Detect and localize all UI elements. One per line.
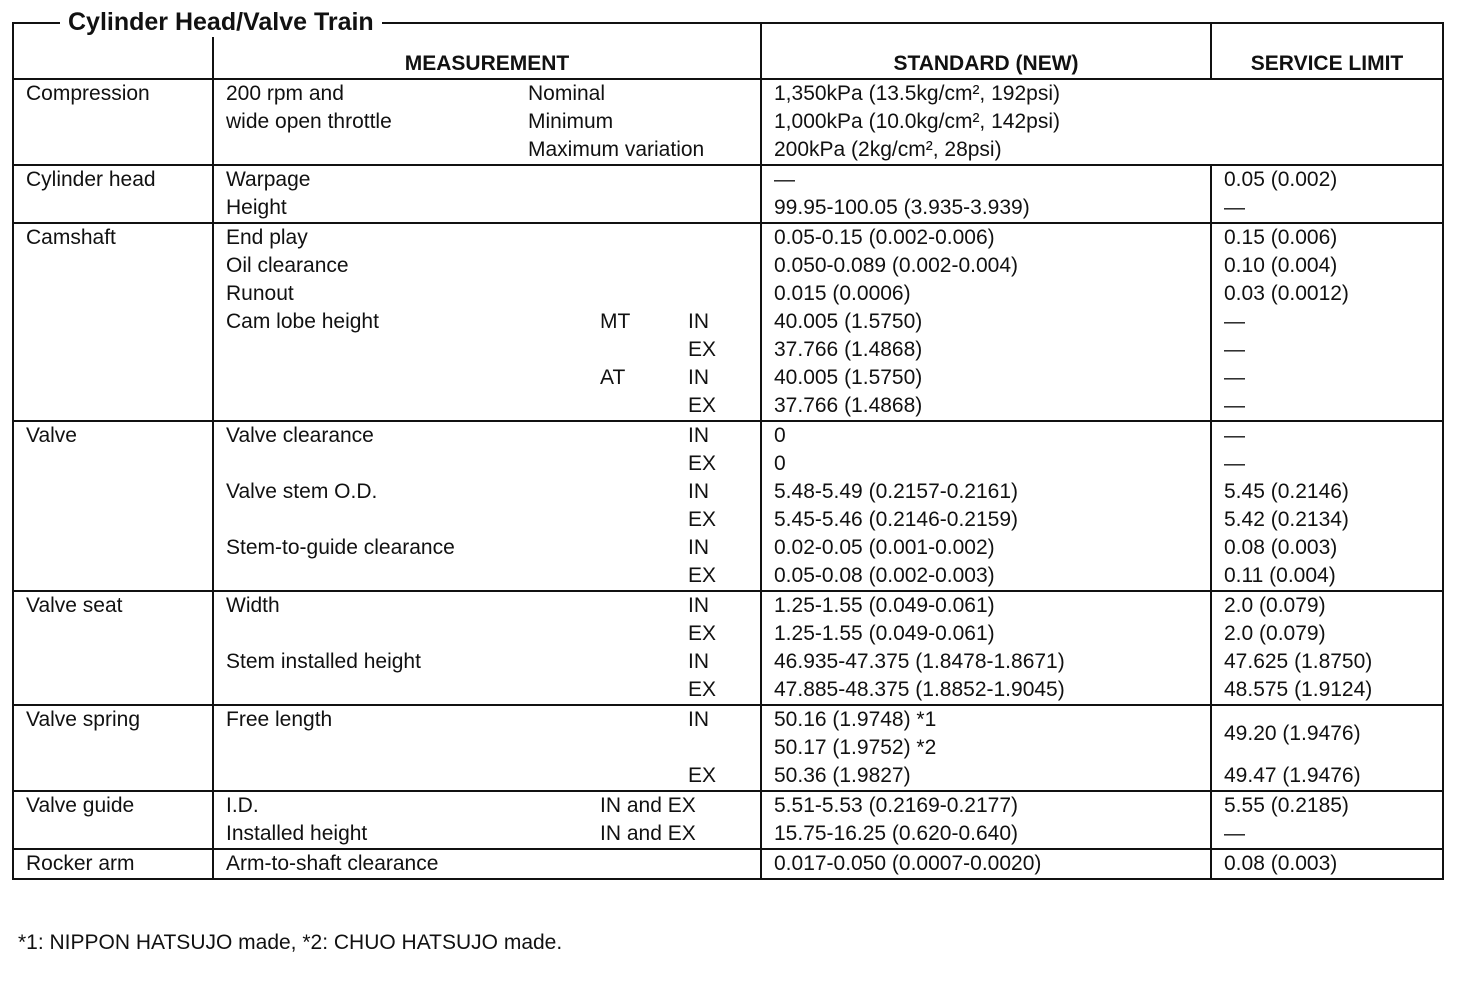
item-name: Cylinder head [13, 165, 213, 223]
standard-cell: 1.25-1.55 (0.049-0.061) 1.25-1.55 (0.049-0.061) 46.935-47.375 (1.8478-1.8671) 47.885-48.375 (1.8852-1.9045) [761, 591, 1211, 705]
item-name: Camshaft [13, 223, 213, 421]
measurement-cell: Width IN EX Stem installed height IN EX [213, 591, 761, 705]
valve-guide-row [13, 791, 1443, 849]
limit-cell: 0.08 (0.003) [1211, 849, 1443, 879]
measurement-cell: End play Oil clearance Runout Cam lobe height MT IN EX AT IN EX [213, 223, 761, 421]
item-name: Rocker arm [13, 849, 213, 879]
item-name: Valve seat [13, 591, 213, 705]
measurement-cell: Arm-to-shaft clearance [213, 849, 761, 879]
item-name: Valve guide [13, 791, 213, 849]
rocker-arm-row [13, 849, 1443, 879]
spec-table [12, 22, 1444, 880]
standard-cell: 0 0 5.48-5.49 (0.2157-0.2161) 5.45-5.46 (0.2146-0.2159) 0.02-0.05 (0.001-0.002) 0.05-0.08 (0.002-0.003) [761, 421, 1211, 591]
measurement-cell: 200 rpm and Nominal wide open throttle Minimum Maximum variation [213, 79, 761, 165]
valve-row [13, 421, 1443, 591]
item-name: Valve spring [13, 705, 213, 791]
limit-cell: 0.15 (0.006) 0.10 (0.004) 0.03 (0.0012) — — — — [1211, 223, 1443, 421]
standard-cell: 1,350kPa (13.5kg/cm², 192psi) 1,000kPa (10.0kg/cm², 142psi) 200kPa (2kg/cm², 28psi) [761, 79, 1443, 165]
measurement-cell: Warpage Height [213, 165, 761, 223]
compression-row [13, 79, 1443, 165]
item-name: Compression [13, 79, 213, 165]
footnote: *1: NIPPON HATSUJO made, *2: CHUO HATSUJO made. [18, 931, 563, 954]
item-name: Valve [13, 421, 213, 591]
measurement-cell: Free length IN EX [213, 705, 761, 791]
valve-seat-row [13, 591, 1443, 705]
cylinder-head-row [13, 165, 1443, 223]
standard-cell: — 99.95-100.05 (3.935-3.939) [761, 165, 1211, 223]
standard-cell: 0.05-0.15 (0.002-0.006) 0.050-0.089 (0.002-0.004) 0.015 (0.0006) 40.005 (1.5750) 37.766 (1.4868) 40.005 (1.5750) 37.766 (1.4868) [761, 223, 1211, 421]
limit-cell: 49.20 (1.9476) 49.47 (1.9476) [1211, 705, 1443, 791]
measurement-cell: I.D. IN and EX Installed height IN and EX [213, 791, 761, 849]
standard-cell: 0.017-0.050 (0.0007-0.0020) [761, 849, 1211, 879]
limit-cell: — — 5.45 (0.2146) 5.42 (0.2134) 0.08 (0.003) 0.11 (0.004) [1211, 421, 1443, 591]
header-measurement: MEASUREMENT [213, 23, 761, 79]
header-service-limit: SERVICE LIMIT [1211, 23, 1443, 79]
camshaft-row [13, 223, 1443, 421]
standard-cell: 50.16 (1.9748) *1 50.17 (1.9752) *2 50.36 (1.9827) [761, 705, 1211, 791]
limit-cell: 5.55 (0.2185) — [1211, 791, 1443, 849]
measurement-cell: Valve clearance IN EX Valve stem O.D. IN EX Stem-to-guide clearance IN EX [213, 421, 761, 591]
page-title: Cylinder Head/Valve Train [60, 8, 382, 37]
limit-cell: 0.05 (0.002) — [1211, 165, 1443, 223]
limit-cell: 2.0 (0.079) 2.0 (0.079) 47.625 (1.8750) 48.575 (1.9124) [1211, 591, 1443, 705]
header-standard: STANDARD (NEW) [761, 23, 1211, 79]
standard-cell: 5.51-5.53 (0.2169-0.2177) 15.75-16.25 (0.620-0.640) [761, 791, 1211, 849]
valve-spring-row [13, 705, 1443, 791]
